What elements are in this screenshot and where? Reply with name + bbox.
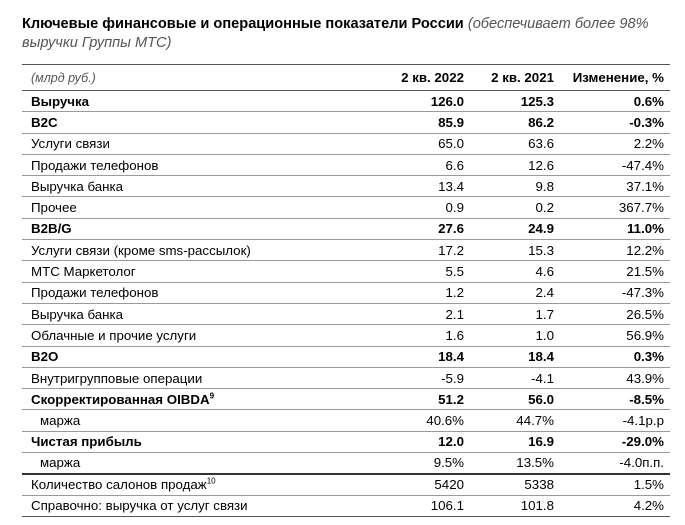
value-change: 2.2%: [560, 133, 670, 154]
value-q2-2021: 1.7: [470, 303, 560, 324]
row-label-text: Продажи телефонов: [31, 285, 159, 301]
value-q2-2022: 12.0: [352, 431, 470, 452]
row-label-text: Чистая прибыль: [31, 434, 142, 450]
row-label: [22, 495, 352, 516]
value-q2-2022: 126.0: [352, 91, 470, 112]
row-label: [22, 367, 352, 388]
row-label: [22, 325, 352, 346]
row-label: [22, 303, 352, 324]
table-row: [22, 133, 670, 154]
row-label-text: B2O: [31, 349, 59, 365]
value-change: 1.5%: [560, 474, 670, 495]
value-q2-2021: 2.4: [470, 282, 560, 303]
row-label: [22, 240, 352, 261]
row-label-text: Услуги связи: [31, 136, 110, 152]
table-row: [22, 197, 670, 218]
row-label-text: Услуги связи (кроме sms-рассылок): [31, 242, 251, 258]
row-label: [22, 154, 352, 175]
table-row: [22, 453, 670, 474]
row-label: [22, 389, 352, 410]
row-label: [22, 346, 352, 367]
value-q2-2022: 1.6: [352, 325, 470, 346]
value-q2-2021: 44.7%: [470, 410, 560, 431]
row-label-text: маржа: [40, 455, 81, 471]
value-q2-2021: 0.2: [470, 197, 560, 218]
value-q2-2021: 16.9: [470, 431, 560, 452]
footnote-marker: 9: [209, 391, 215, 401]
row-label: [22, 474, 352, 495]
title-main: Ключевые финансовые и операционные показатели России: [22, 16, 464, 32]
value-q2-2022: 17.2: [352, 240, 470, 261]
table-row: [22, 410, 670, 431]
value-q2-2022: 1.2: [352, 282, 470, 303]
value-change: -4.1p.p: [560, 410, 670, 431]
value-change: 12.2%: [560, 240, 670, 261]
row-label: [22, 431, 352, 452]
row-label: [22, 218, 352, 239]
column-header-change: Изменение, %: [560, 65, 670, 91]
row-label: [22, 410, 352, 431]
row-label-text: Выручка банка: [31, 178, 124, 194]
value-q2-2021: 15.3: [470, 240, 560, 261]
value-q2-2021: 9.8: [470, 176, 560, 197]
value-change: -8.5%: [560, 389, 670, 410]
table-row: [22, 431, 670, 452]
row-label-text: Облачные и прочие услуги: [31, 327, 197, 343]
value-q2-2022: 6.6: [352, 154, 470, 175]
value-change: 0.6%: [560, 91, 670, 112]
table-row: [22, 325, 670, 346]
table-row: [22, 218, 670, 239]
value-change: 43.9%: [560, 367, 670, 388]
table-row: [22, 176, 670, 197]
value-q2-2021: 125.3: [470, 91, 560, 112]
value-change: 11.0%: [560, 218, 670, 239]
page-title: [22, 15, 672, 53]
value-q2-2022: 18.4: [352, 346, 470, 367]
value-q2-2022: 5420: [352, 474, 470, 495]
row-label-text: B2C: [31, 114, 58, 130]
table-row: [22, 240, 670, 261]
value-q2-2022: 13.4: [352, 176, 470, 197]
value-q2-2021: 56.0: [470, 389, 560, 410]
column-header-q2-2021: 2 кв. 2021: [470, 65, 560, 91]
row-label: [22, 282, 352, 303]
row-label: [22, 112, 352, 133]
row-label-text: маржа: [40, 413, 81, 429]
table-row: [22, 154, 670, 175]
table-row: [22, 282, 670, 303]
value-q2-2022: 27.6: [352, 218, 470, 239]
value-change: 367.7%: [560, 197, 670, 218]
financial-table: [22, 64, 670, 517]
value-q2-2022: 106.1: [352, 495, 470, 516]
row-label: [22, 176, 352, 197]
value-q2-2021: 13.5%: [470, 453, 560, 474]
value-q2-2022: 40.6%: [352, 410, 470, 431]
value-q2-2022: 65.0: [352, 133, 470, 154]
value-change: 56.9%: [560, 325, 670, 346]
value-q2-2021: 12.6: [470, 154, 560, 175]
value-q2-2022: 9.5%: [352, 453, 470, 474]
table-row: [22, 367, 670, 388]
value-q2-2021: 5338: [470, 474, 560, 495]
row-label-text: Прочее: [31, 200, 77, 216]
value-change: 0.3%: [560, 346, 670, 367]
value-q2-2022: 85.9: [352, 112, 470, 133]
value-q2-2021: 63.6: [470, 133, 560, 154]
row-label-text: МТС Маркетолог: [31, 264, 136, 280]
row-label: [22, 453, 352, 474]
value-change: -0.3%: [560, 112, 670, 133]
table-row: [22, 303, 670, 324]
value-change: 21.5%: [560, 261, 670, 282]
row-label: [22, 133, 352, 154]
table-row: [22, 474, 670, 495]
value-q2-2022: -5.9: [352, 367, 470, 388]
row-label-text: Количество салонов продаж: [31, 477, 207, 493]
column-header-q2-2022: 2 кв. 2022: [352, 65, 470, 91]
row-label: [22, 91, 352, 112]
value-q2-2022: 2.1: [352, 303, 470, 324]
value-change: -29.0%: [560, 431, 670, 452]
table-row: [22, 91, 670, 112]
table-row: [22, 346, 670, 367]
value-change: -47.3%: [560, 282, 670, 303]
row-label: [22, 261, 352, 282]
value-q2-2021: 24.9: [470, 218, 560, 239]
value-change: 26.5%: [560, 303, 670, 324]
value-q2-2021: -4.1: [470, 367, 560, 388]
row-label-text: Скорректированная OIBDA: [31, 391, 210, 407]
value-change: -47.4%: [560, 154, 670, 175]
footnote-marker: 10: [206, 476, 216, 486]
row-label-text: Внутригрупповые операции: [31, 370, 203, 386]
table-row: [22, 112, 670, 133]
value-q2-2021: 1.0: [470, 325, 560, 346]
row-label-text: Справочно: выручка от услуг связи: [31, 498, 248, 514]
title-note: (обеспечивает более 98% выручки Группы МТС): [22, 16, 649, 51]
row-label-text: Продажи телефонов: [31, 157, 159, 173]
table-header-row: [22, 65, 670, 91]
row-label-text: Выручка банка: [31, 306, 124, 322]
value-q2-2021: 101.8: [470, 495, 560, 516]
value-change: -4.0п.п.: [560, 453, 670, 474]
value-q2-2021: 86.2: [470, 112, 560, 133]
value-q2-2022: 0.9: [352, 197, 470, 218]
value-change: 4.2%: [560, 495, 670, 516]
value-q2-2021: 18.4: [470, 346, 560, 367]
table-row: [22, 389, 670, 410]
table-row: [22, 495, 670, 516]
row-label-text: B2B/G: [31, 221, 72, 237]
value-q2-2022: 5.5: [352, 261, 470, 282]
unit-label: (млрд руб.): [22, 65, 352, 91]
table-row: [22, 261, 670, 282]
row-label: [22, 197, 352, 218]
value-q2-2021: 4.6: [470, 261, 560, 282]
value-change: 37.1%: [560, 176, 670, 197]
value-q2-2022: 51.2: [352, 389, 470, 410]
row-label-text: Выручка: [31, 93, 90, 109]
